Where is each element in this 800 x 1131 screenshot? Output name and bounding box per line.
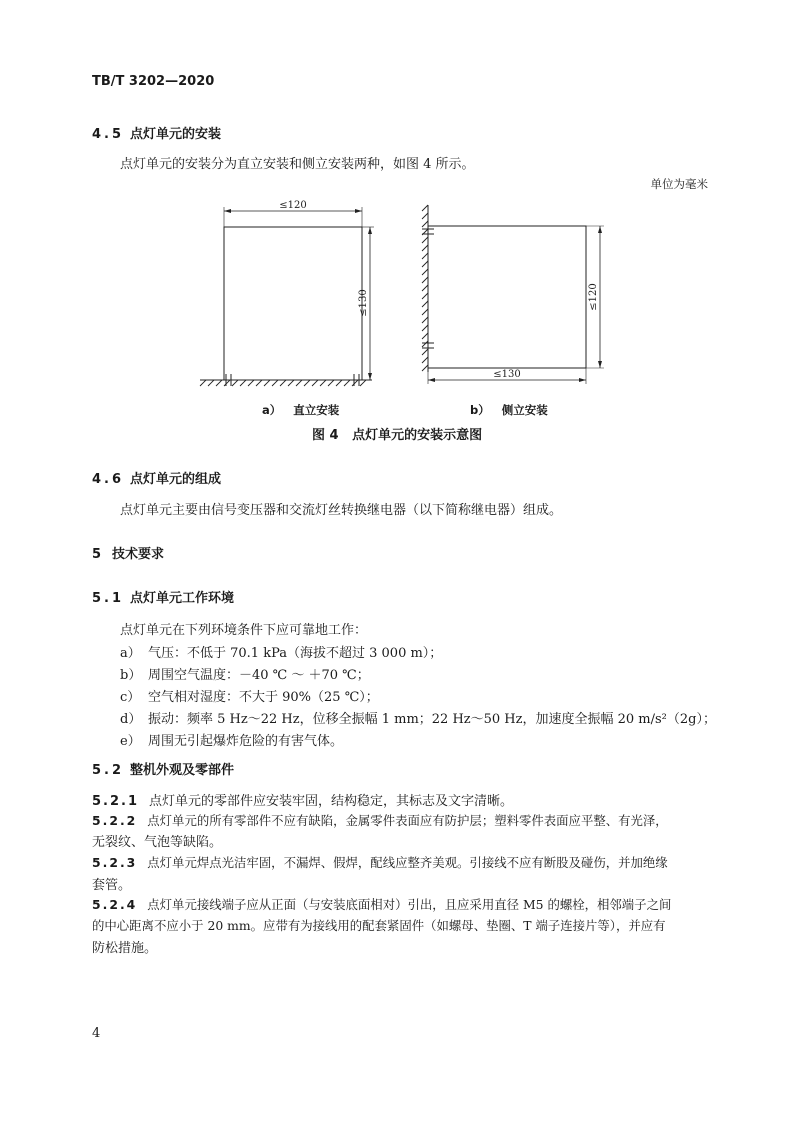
section-5-2-heading	[92, 759, 234, 778]
list-item-text: 气压：不低于 70.1 kPa（海拔不超过 3 000 m）；	[148, 646, 443, 661]
figure-4-caption	[312, 424, 482, 443]
list-item-text: 振动：频率 5 Hz～22 Hz，位移全振幅 1 mm；22 Hz～50 Hz，加速度全振幅 20 m/s²（2g）；	[148, 712, 716, 727]
wall-hatch	[422, 205, 428, 371]
figure-4b-width-label: ≤130	[493, 369, 521, 380]
clause-number: 5.2.3	[92, 855, 138, 870]
section-title: 点灯单元的组成	[130, 472, 222, 487]
list-item	[120, 708, 716, 727]
clause-5-2-4	[92, 895, 671, 913]
figure-4a-width-label: ≤120	[279, 200, 307, 211]
clause-5-2-3-continued: 套管。	[92, 878, 132, 893]
figure-4a-upright	[200, 200, 374, 386]
section-5-heading	[92, 543, 164, 562]
list-item-label: e）	[120, 734, 141, 749]
subfigure-label: b）	[470, 403, 490, 417]
section-number: 4.5	[92, 127, 125, 142]
subfigure-label: a）	[262, 403, 282, 417]
section-4-5-paragraph: 点灯单元的安装分为直立安装和侧立安装两种，如图 4 所示。	[120, 157, 475, 172]
page-number: 4	[92, 1026, 101, 1041]
section-4-5-heading	[92, 123, 221, 142]
figure-4a-caption	[262, 402, 339, 418]
clause-number: 5.2.2	[92, 813, 138, 828]
figure-4b-height-label: ≤120	[588, 283, 599, 311]
clause-5-2-2	[92, 811, 668, 829]
section-4-6-heading	[92, 468, 221, 487]
list-item-label: d）	[120, 712, 142, 727]
clause-text: 点灯单元的所有零部件不应有缺陷，金属零件表面应有防护层；塑料零件表面应平整、有光泽，	[147, 813, 668, 828]
list-item-label: b）	[120, 668, 142, 683]
standard-code: TB/T 3202—2020	[92, 74, 215, 89]
figure-4a-height-label: ≤130	[358, 289, 369, 317]
section-number: 5.1	[92, 591, 125, 606]
section-number: 5.2	[92, 763, 125, 778]
list-item-label: a）	[120, 646, 141, 661]
ground-hatch	[200, 380, 366, 386]
clause-5-2-1	[92, 790, 513, 809]
section-title: 技术要求	[112, 547, 165, 562]
list-item-label: c）	[120, 690, 141, 705]
figure-title: 点灯单元的安装示意图	[352, 428, 483, 443]
section-5-1-heading	[92, 587, 234, 606]
section-number: 5	[92, 547, 102, 562]
list-item-text: 周围空气温度：－40 ℃ ～ ＋70 ℃；	[148, 668, 370, 683]
subfigure-name: 直立安装	[293, 403, 340, 417]
list-item-text: 周围无引起爆炸危险的有害气体。	[148, 734, 344, 749]
list-item	[120, 664, 370, 683]
section-4-6-paragraph: 点灯单元主要由信号变压器和交流灯丝转换继电器（以下简称继电器）组成。	[120, 503, 563, 518]
clause-5-2-3	[92, 853, 668, 871]
section-5-1-intro: 点灯单元在下列环境条件下应可靠地工作：	[120, 623, 368, 638]
list-item	[120, 686, 379, 705]
subfigure-name: 侧立安装	[501, 403, 548, 417]
section-title: 点灯单元工作环境	[130, 591, 235, 606]
clause-5-2-2-continued: 无裂纹、气泡等缺陷。	[92, 835, 223, 850]
list-item	[120, 730, 343, 749]
figure-4b-side	[422, 205, 604, 384]
figure-number: 图 4	[312, 428, 339, 443]
clause-text: 点灯单元焊点光洁牢固，不漏焊、假焊，配线应整齐美观。引接线不应有断股及碰伤，并加绝缘	[147, 855, 668, 870]
figure-4-diagram	[0, 195, 800, 395]
unit-note: 单位为毫米	[650, 177, 708, 191]
figure-4b-caption	[470, 402, 548, 418]
clause-number: 5.2.4	[92, 897, 138, 912]
section-title: 整机外观及零部件	[130, 763, 235, 778]
section-number: 4.6	[92, 472, 125, 487]
section-title: 点灯单元的安装	[130, 127, 222, 142]
clause-text: 点灯单元接线端子应从正面（与安装底面相对）引出，且应采用直径 M5 的螺栓，相邻端子之间	[147, 897, 672, 912]
clause-5-2-4-continued: 的中心距离不应小于 20 mm。应带有为接线用的配套紧固件（如螺母、垫圈、T 端子连接片等），并应有	[92, 918, 666, 933]
list-item	[120, 642, 442, 661]
list-item-text: 空气相对湿度：不大于 90%（25 ℃）；	[148, 690, 379, 705]
clause-text: 点灯单元的零部件应安装牢固，结构稳定，其标志及文字清晰。	[149, 794, 514, 809]
clause-number: 5.2.1	[92, 794, 140, 809]
clause-5-2-4-end: 防松措施。	[92, 941, 158, 956]
